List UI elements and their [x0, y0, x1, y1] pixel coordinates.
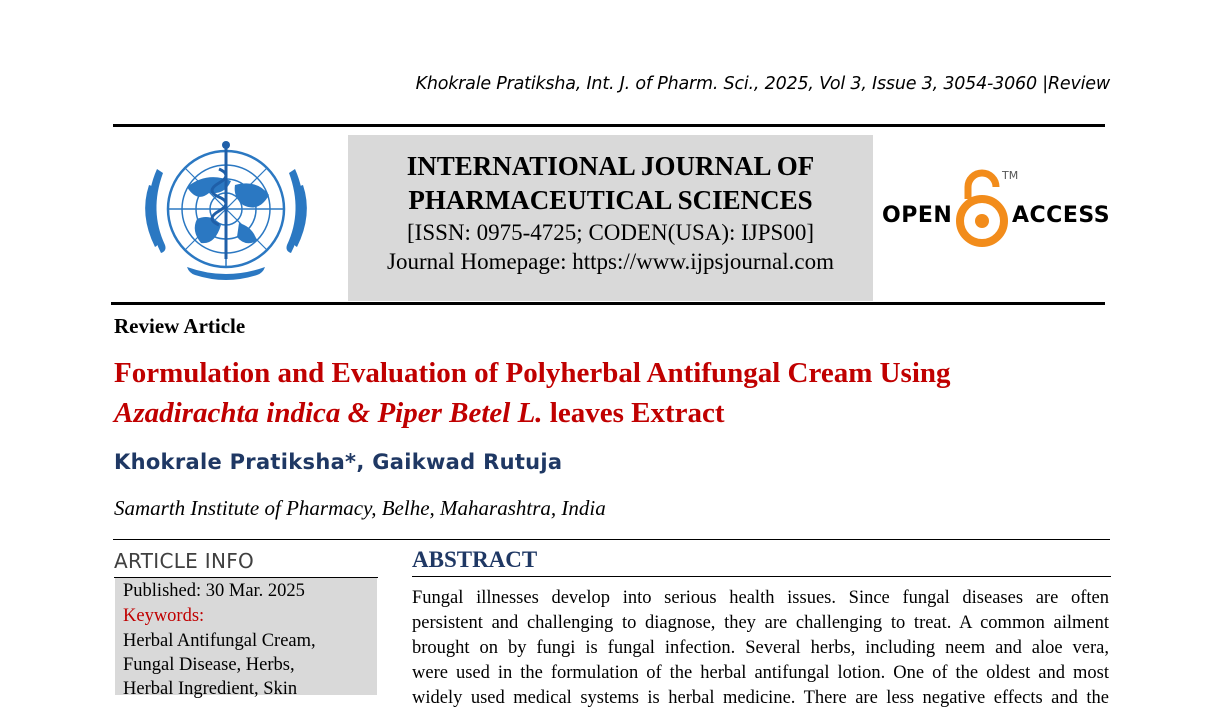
article-title-line1: Formulation and Evaluation of Polyherbal Antifungal Cream Using: [114, 357, 951, 389]
citation-header: Khokrale Pratiksha, Int. J. of Pharm. Sci., 2025, Vol 3, Issue 3, 3054-3060 |Review: [415, 74, 1110, 94]
journal-name-line1: INTERNATIONAL JOURNAL OF: [406, 151, 815, 181]
article-info-box: [115, 578, 377, 699]
header-bottom-rule: [111, 302, 1105, 305]
article-affiliation: Samarth Institute of Pharmacy, Belhe, Maharashtra, India: [114, 496, 606, 520]
section-divider: [113, 539, 1110, 540]
abstract-rule: [412, 576, 1111, 577]
keyword-line: Herbal Ingredient, Skin: [123, 679, 298, 699]
article-authors: Khokrale Pratiksha*, Gaikwad Rutuja: [114, 450, 563, 474]
abstract-line: persistent and challenging to diagnose, they are challenging to treat. A common ailment: [412, 613, 1109, 633]
open-access-access-text: ACCESS: [1012, 203, 1111, 228]
article-info-heading: ARTICLE INFO: [114, 549, 255, 573]
open-access-open-text: OPEN: [882, 203, 953, 228]
journal-issn: [ISSN: 0975-4725; CODEN(USA): IJPS00]: [407, 220, 814, 245]
abstract-body: [412, 586, 1109, 711]
abstract-line: were used in the formulation of the herbal antifungal lotion. One of the oldest and most: [412, 663, 1109, 683]
article-title-species: Azadirachta indica & Piper Betel L.: [114, 397, 543, 429]
open-access-logo: [880, 165, 1110, 255]
keywords-label: Keywords:: [123, 606, 205, 626]
published-date: Published: 30 Mar. 2025: [123, 581, 305, 601]
header-top-rule: [113, 124, 1105, 127]
journal-banner: [348, 135, 873, 301]
un-emblem-logo: [127, 139, 325, 283]
keyword-line: Fungal Disease, Herbs,: [123, 655, 295, 675]
open-access-trademark: TM: [1002, 169, 1019, 182]
abstract-line: brought on by fungi is fungal infection. Several herbs, including neem and aloe vera,: [412, 638, 1109, 658]
article-title-rest: leaves Extract: [542, 397, 725, 429]
article-title: [114, 353, 1104, 433]
journal-name-line2: PHARMACEUTICAL SCIENCES: [408, 185, 813, 215]
abstract-line: widely used medical systems is herbal medicine. There are less negative effects and the: [412, 688, 1109, 708]
keyword-line: Herbal Antifungal Cream,: [123, 631, 316, 651]
article-title-line2: [114, 393, 1104, 433]
abstract-line: Fungal illnesses develop into serious health issues. Since fungal diseases are often: [412, 588, 1109, 608]
journal-homepage[interactable]: Journal Homepage: https://www.ijpsjournal.com: [387, 249, 834, 274]
abstract-heading: ABSTRACT: [412, 547, 538, 572]
article-type: Review Article: [114, 314, 246, 338]
